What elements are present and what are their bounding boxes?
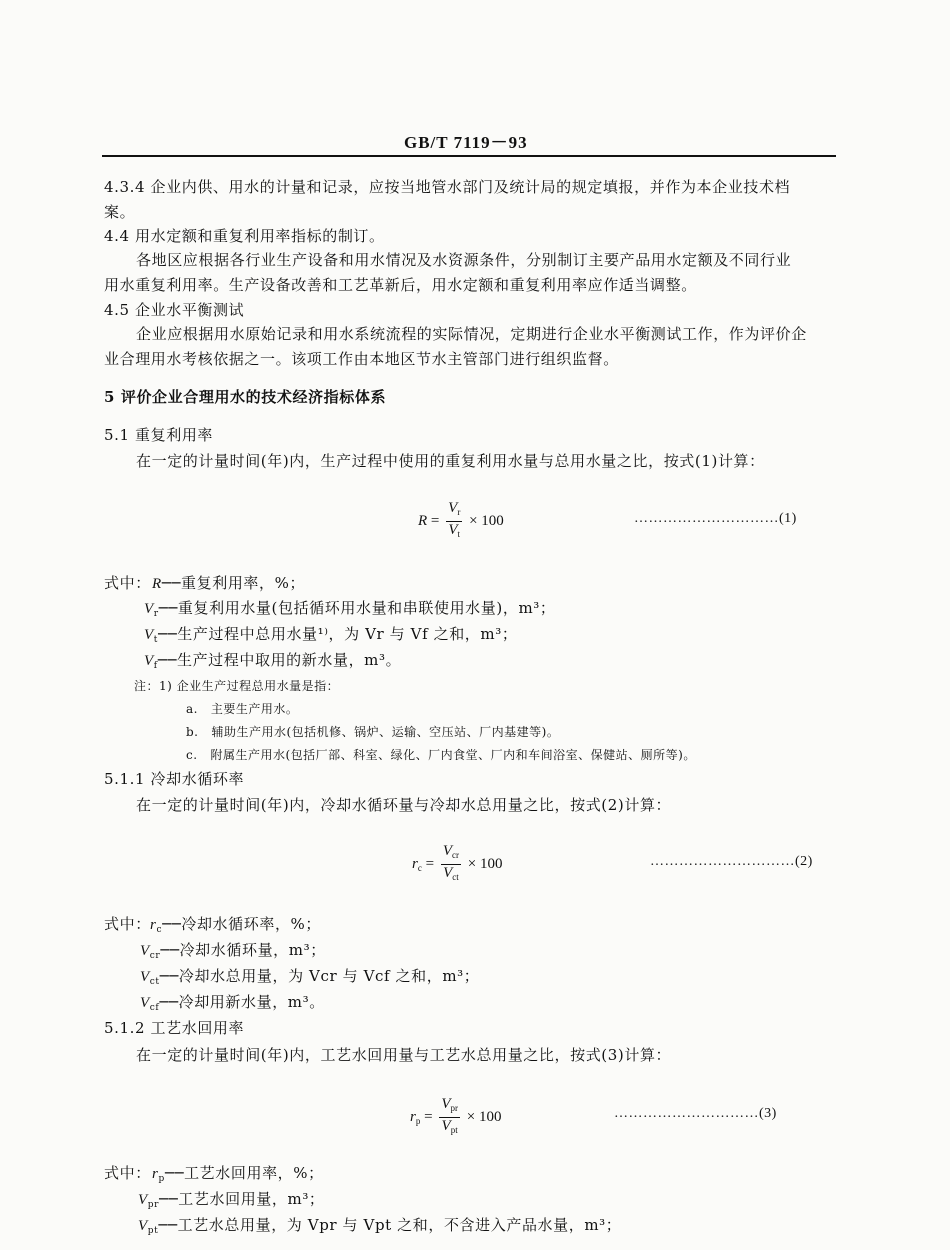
formula-3-number: …………………………(3) xyxy=(614,1106,777,1121)
definition-Vcr: $V_{cr}──$冷却水循环量，m³； xyxy=(140,941,326,961)
clause-5-1-intro: 在一定的计量时间(年)内，生产过程中使用的重复利用水量与总用水量之比，按式(1)计算： xyxy=(136,452,765,470)
clause-4-3-4-line2: 案。 xyxy=(104,203,136,221)
formula-1-tail: × 100 xyxy=(469,512,504,529)
note-b: b. 辅助生产用水(包括机修、锅炉、运输、空压站、厂内基建等)。 xyxy=(186,725,560,739)
formula-1-fraction: $\frac{V_r}{V_t}$ xyxy=(448,500,461,539)
clause-5-1-2-title: 5.1.2 工艺水回用率 xyxy=(104,1019,245,1037)
clause-5-1-1-title: 5.1.1 冷却水循环率 xyxy=(104,770,245,788)
definition-Vct: $V_{ct}──$冷却水总用量，为 Vcr 与 Vcf 之和，m³； xyxy=(140,967,480,987)
definition-Vf: $V_f──$生产过程中取用的新水量，m³。 xyxy=(144,651,402,671)
clause-5-1-title: 5.1 重复利用率 xyxy=(104,426,214,444)
definition-R: R──重复利用率，%； xyxy=(152,574,306,592)
definition-Vpr: $V_{pr}──$工艺水回用量，m³； xyxy=(138,1190,325,1210)
clause-5-1-1-intro: 在一定的计量时间(年)内，冷却水循环量与冷却水总用量之比，按式(2)计算： xyxy=(136,796,672,814)
formula-3-fraction: $\frac{V_{pr}}{V_{pt}}$ xyxy=(441,1096,458,1135)
document-code-header: GB/T 7119－93 xyxy=(404,133,528,152)
formula-3: $r_p$ = $\frac{V_{pr}}{V_{pt}}$ × 100 xyxy=(410,1096,501,1139)
formula-1-number: …………………………(1) xyxy=(634,511,797,526)
definition-Vcf: $V_{cf}──$冷却用新水量，m³。 xyxy=(140,993,325,1013)
formula-1: R = $\frac{V_r}{V_t}$ × 100 xyxy=(418,500,504,543)
clause-4-4-title: 4.4 用水定额和重复利用率指标的制订。 xyxy=(104,227,385,245)
formula-2: $r_c$ = $\frac{V_{cr}}{V_{ct}}$ × 100 xyxy=(412,843,502,886)
clause-4-4-para-line2: 用水重复利用率。生产设备改善和工艺革新后，用水定额和重复利用率应作适当调整。 xyxy=(104,276,697,294)
clause-4-4-para-line1: 各地区应根据各行业生产设备和用水情况及水资源条件，分别制订主要产品用水定额及不同行业 xyxy=(136,251,792,269)
formula-1-lhs: R xyxy=(418,512,428,529)
where-label-3: 式中： xyxy=(104,1164,151,1182)
note-title: 注：1) 企业生产过程总用水量是指： xyxy=(134,679,340,693)
definition-Vr: $V_r──$重复利用水量(包括循环用水量和串联使用水量)，m³； xyxy=(144,599,556,619)
definition-rc: $r_c──$冷却水循环率，%； xyxy=(150,915,321,935)
formula-2-number: …………………………(2) xyxy=(650,854,813,869)
clause-4-5-para-line2: 业合理用水考核依据之一。该项工作由本地区节水主管部门进行组织监督。 xyxy=(104,350,619,368)
definition-Vt: $V_t──$生产过程中总用水量¹⁾，为 Vr 与 Vf 之和，m³； xyxy=(144,625,518,645)
header-rule xyxy=(102,155,836,157)
where-label-1: 式中： xyxy=(104,574,151,592)
definition-rp: $r_p──$工艺水回用率，%； xyxy=(152,1164,324,1184)
clause-4-3-4-line1: 4.3.4 企业内供、用水的计量和记录，应按当地管水部门及统计局的规定填报，并作为本企业技术档 xyxy=(104,178,791,196)
clause-4-5-title: 4.5 企业水平衡测试 xyxy=(104,301,245,319)
section-5-title: 5 评价企业合理用水的技术经济指标体系 xyxy=(104,388,387,406)
definition-Vpt: $V_{pt}──$工艺水总用量，为 Vpr 与 Vpt 之和，不含进入产品水量，m³； xyxy=(138,1216,622,1236)
clause-4-5-para-line1: 企业应根据用水原始记录和用水系统流程的实际情况，定期进行企业水平衡测试工作，作为评价企 xyxy=(136,325,807,343)
clause-5-1-2-intro: 在一定的计量时间(年)内，工艺水回用量与工艺水总用量之比，按式(3)计算： xyxy=(136,1046,672,1064)
where-label-2: 式中： xyxy=(104,915,151,933)
formula-2-fraction: $\frac{V_{cr}}{V_{ct}}$ xyxy=(442,843,459,882)
note-c: c. 附属生产用水(包括厂部、科室、绿化、厂内食堂、厂内和车间浴室、保健站、厕所等)。 xyxy=(186,748,696,762)
note-a: a. 主要生产用水。 xyxy=(186,702,299,716)
